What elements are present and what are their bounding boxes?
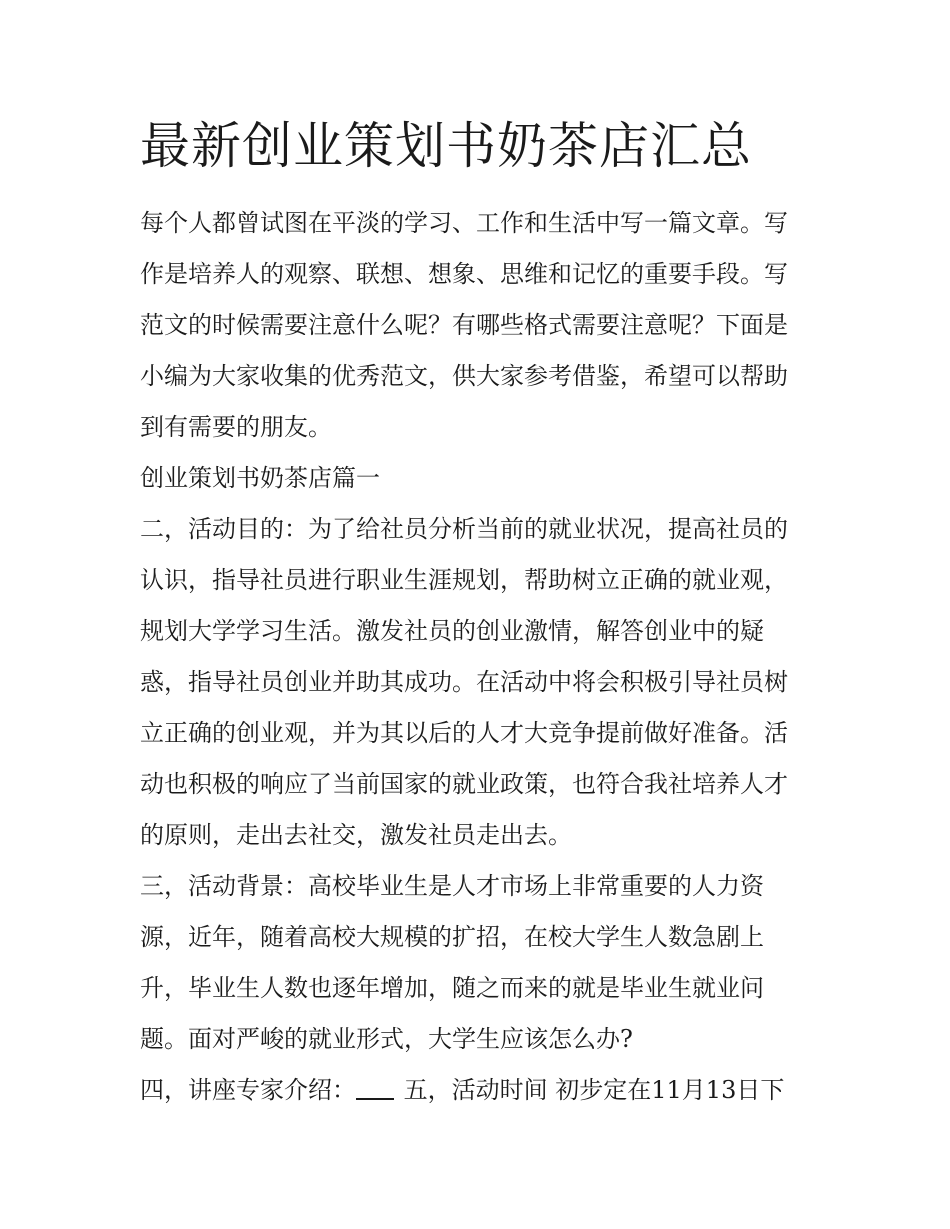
background-line: 三，活动背景：高校毕业生是人才市场上非常重要的人力资 — [140, 872, 764, 900]
purpose-line: 认识，指导社员进行职业生涯规划，帮助树立正确的就业观， — [140, 566, 788, 594]
blank-underline — [356, 1072, 394, 1100]
purpose-line: 惑，指导社员创业并助其成功。在活动中将会积极引导社员树 — [140, 668, 788, 696]
intro-line: 作是培养人的观察、联想、想象、思维和记忆的重要手段。写 — [140, 260, 788, 288]
intro-line: 小编为大家收集的优秀范文，供大家参考借鉴，希望可以帮助 — [140, 362, 788, 390]
background-line: 升，毕业生人数也逐年增加，随之而来的就是毕业生就业问 — [140, 974, 764, 1002]
document-title: 最新创业策划书奶茶店汇总 — [140, 117, 752, 175]
intro-line: 每个人都曾试图在平淡的学习、工作和生活中写一篇文章。写 — [140, 209, 788, 237]
time-text: 五，活动时间 初步定在11月13日下 — [396, 1076, 785, 1104]
purpose-line: 立正确的创业观，并为其以后的人才大竞争提前做好准备。活 — [140, 719, 788, 747]
document-body — [140, 198, 830, 1116]
speaker-label: 四，讲座专家介绍： — [140, 1076, 356, 1104]
intro-line: 范文的时候需要注意什么呢？有哪些格式需要注意呢？下面是 — [140, 311, 788, 339]
section-heading: 创业策划书奶茶店篇一 — [140, 464, 380, 492]
speaker-time-line — [140, 1065, 830, 1116]
background-line: 源，近年，随着高校大规模的扩招，在校大学生人数急剧上 — [140, 923, 764, 951]
purpose-line: 的原则，走出去社交，激发社员走出去。 — [140, 821, 572, 849]
intro-line: 到有需要的朋友。 — [140, 413, 332, 441]
purpose-line: 动也积极的响应了当前国家的就业政策，也符合我社培养人才 — [140, 770, 788, 798]
purpose-line: 规划大学学习生活。激发社员的创业激情，解答创业中的疑 — [140, 617, 764, 645]
background-line: 题。面对严峻的就业形式，大学生应该怎么办? — [140, 1025, 633, 1053]
purpose-line: 二，活动目的：为了给社员分析当前的就业状况，提高社员的 — [140, 515, 788, 543]
